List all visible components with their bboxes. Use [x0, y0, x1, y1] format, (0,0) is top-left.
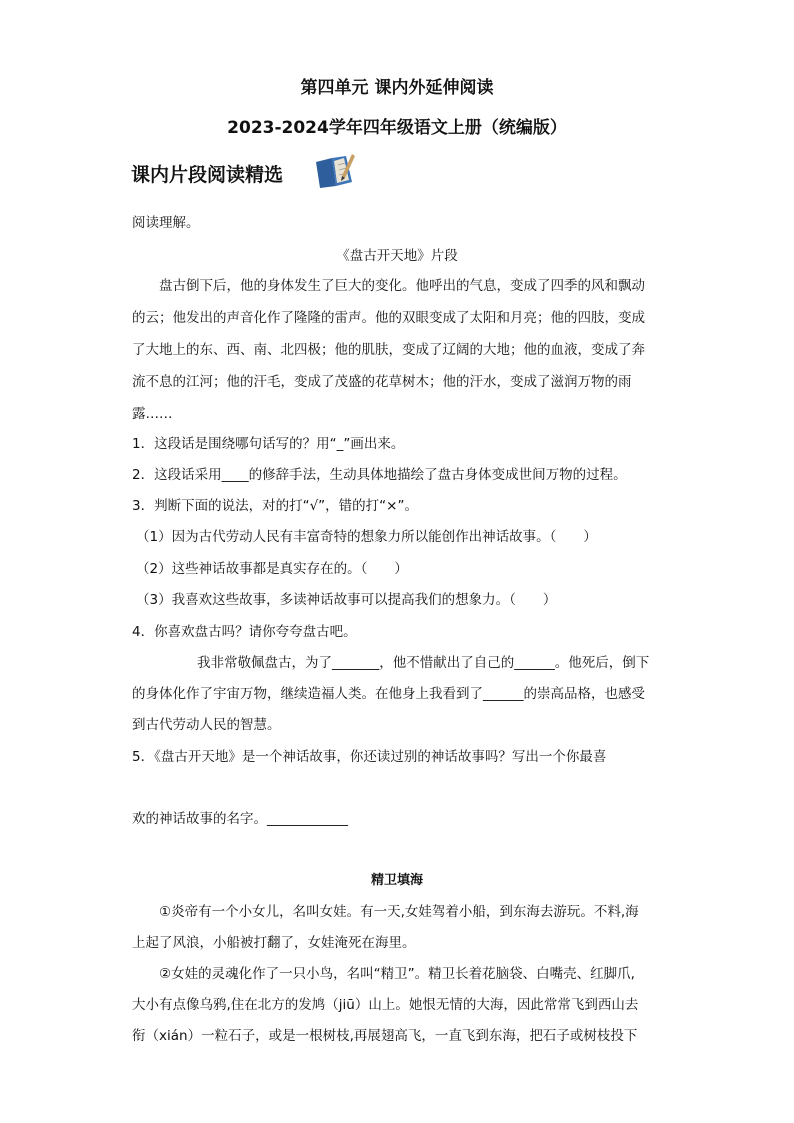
passage2-line: 衔（xián）一粒石子，或是一根树枝,再展翅高飞，一直飞到东海，把石子或树枝投下	[132, 1028, 638, 1044]
question-4: 4．你喜欢盘古吗？请你夸夸盘古吧。	[132, 624, 357, 640]
question-5: 5．《盘古开天地》是一个神话故事，你还读过别的神话故事吗？写出一个你最喜	[132, 749, 607, 765]
question-4-answer-line: 的身体化作了宇宙万物，继续造福人类。在他身上我看到了______的崇高品格，也感受	[132, 686, 645, 702]
passage1-line: 流不息的江河；他的汗毛，变成了茂盛的花草树木；他的汗水，变成了滋润万物的雨	[132, 374, 632, 390]
instruction-text: 阅读理解。	[132, 215, 200, 231]
question-3: 3．判断下面的说法，对的打“√”，错的打“×”。	[132, 498, 418, 514]
passage1-line: 露……	[132, 406, 173, 422]
passage2-line: ②女娃的灵魂化作了一只小鸟，名叫“精卫”。精卫长着花脑袋、白嘴壳、红脚爪,	[159, 966, 635, 982]
question-4-answer-line: 到古代劳动人民的智慧。	[132, 717, 281, 733]
question-3-item-3: （3）我喜欢这些故事，多读神话故事可以提高我们的想象力。（ ）	[136, 592, 557, 608]
section-heading: 课内片段阅读精选	[131, 164, 284, 186]
passage2-line: ①炎帝有一个小女儿，名叫女娃。有一天,女娃驾着小船，到东海去游玩。不料,海	[159, 904, 639, 920]
question-5-continuation: 欢的神话故事的名字。____________	[132, 811, 348, 827]
passage1-line: 了大地上的东、西、南、北四极；他的肌肤，变成了辽阔的大地；他的血液，变成了奔	[132, 342, 645, 358]
book-pen-icon	[312, 152, 356, 190]
question-3-item-1: （1）因为古代劳动人民有丰富奇特的想象力所以能创作出神话故事。（ ）	[136, 529, 597, 545]
question-2: 2．这段话采用____的修辞手法，生动具体地描绘了盘古身体变成世间万物的过程。	[132, 467, 627, 483]
passage1-line: 的云；他发出的声音化作了隆隆的雷声。他的双眼变成了太阳和月亮；他的四肢，变成	[132, 310, 645, 326]
question-3-item-2: （2）这些神话故事都是真实存在的。（ ）	[136, 561, 408, 577]
passage2-title: 精卫填海	[370, 873, 423, 888]
passage2-line: 大小有点像乌鸦,住在北方的发鸠（jiū）山上。她恨无情的大海，因此常常飞到西山去	[132, 997, 639, 1013]
question-4-answer-line: 我非常敬佩盘古，为了_______，他不惜献出了自己的______。他死后，倒下	[197, 655, 650, 671]
passage1-line: 盘古倒下后，他的身体发生了巨大的变化。他呼出的气息，变成了四季的风和飘动	[159, 278, 645, 294]
passage2-line: 上起了风浪，小船被打翻了，女娃淹死在海里。	[132, 935, 416, 951]
passage1-title: 《盘古开天地》片段	[336, 248, 458, 264]
question-1: 1．这段话是围绕哪句话写的？用“_”画出来。	[132, 436, 405, 452]
document-title-line1: 第四单元 课内外延伸阅读	[300, 78, 494, 98]
document-title-line2: 2023-2024学年四年级语文上册（统编版）	[227, 118, 567, 138]
